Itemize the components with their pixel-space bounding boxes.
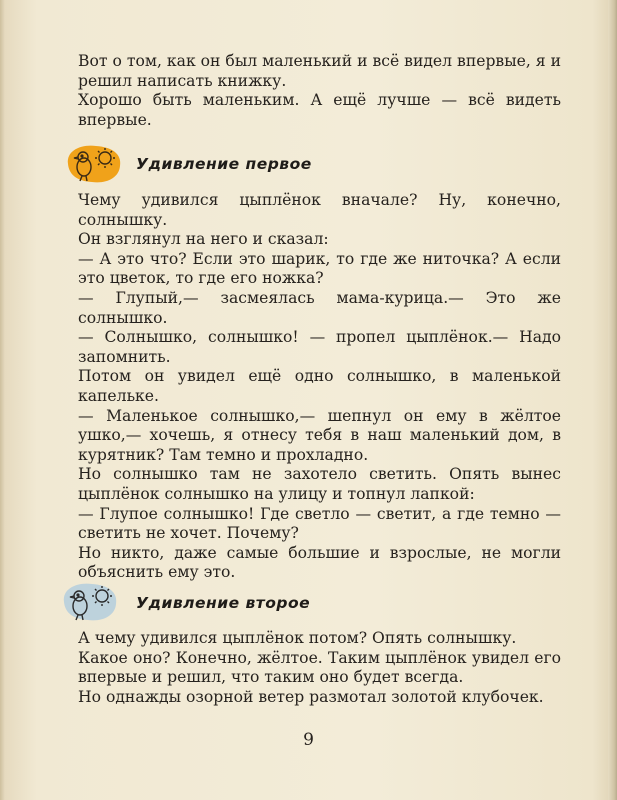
paragraph: Он взглянул на него и сказал: — [78, 230, 329, 249]
page-right-edge — [608, 0, 617, 800]
chick-and-sun-icon — [62, 140, 126, 186]
intro-text — [78, 52, 561, 130]
paragraph: А чему удивился цыплёнок потом? Опять солнышку. — [78, 629, 517, 647]
paragraph: — Глупое солнышко! Где светло — светит, а где темно — светить не хочет. Почему? — [78, 504, 561, 543]
section2-text — [78, 629, 561, 707]
section-heading: Удивление второе — [136, 594, 311, 612]
paragraph: Хорошо быть маленьким. А ещё лучше — всё видеть впервые. — [78, 91, 561, 129]
section-heading: Удивление первое — [136, 155, 312, 173]
paragraph: — Маленькое солнышко,— шепнул он ему в жёлтое ушко,— хочешь, я отнесу тебя в наш маленький дом, в курятник? Там темно и прохладно. — [78, 406, 561, 464]
paragraph: — Солнышко, солнышко! — пропел цыплёнок.— Надо запомнить. — [78, 328, 561, 366]
section1-text — [78, 191, 561, 583]
paragraph: Но никто, даже самые большие и взрослые, не могли объяснить ему это. — [78, 543, 561, 582]
chick-and-sun-icon — [58, 578, 122, 624]
paragraph: Но однажды озорной ветер размотал золотой клубочек. — [78, 687, 544, 706]
paragraph: Потом он увидел ещё одно солнышко, в маленькой капельке. — [78, 367, 561, 405]
paragraph: Чему удивился цыплёнок вначале? Ну, конечно, солнышку. — [78, 191, 561, 229]
paragraph: Вот о том, как он был маленький и всё видел впервые, я и решил написать книжку. — [78, 52, 561, 90]
page-number: 9 — [303, 730, 314, 750]
page-left-edge — [0, 0, 5, 800]
paragraph: — А это что? Если это шарик, то где же ниточка? А если это цветок, то где его ножка? — [78, 249, 561, 288]
paragraph: Но солнышко там не захотело светить. Опять вынес цыплёнок солнышко на улицу и топнул лапкой: — [78, 465, 561, 503]
paragraph: Какое оно? Конечно, жёлтое. Таким цыплёнок увидел его впервые и решил, что таким оно будет всегда. — [78, 648, 561, 687]
paragraph: — Глупый,— засмеялась мама-курица.— Это же солнышко. — [78, 288, 561, 327]
